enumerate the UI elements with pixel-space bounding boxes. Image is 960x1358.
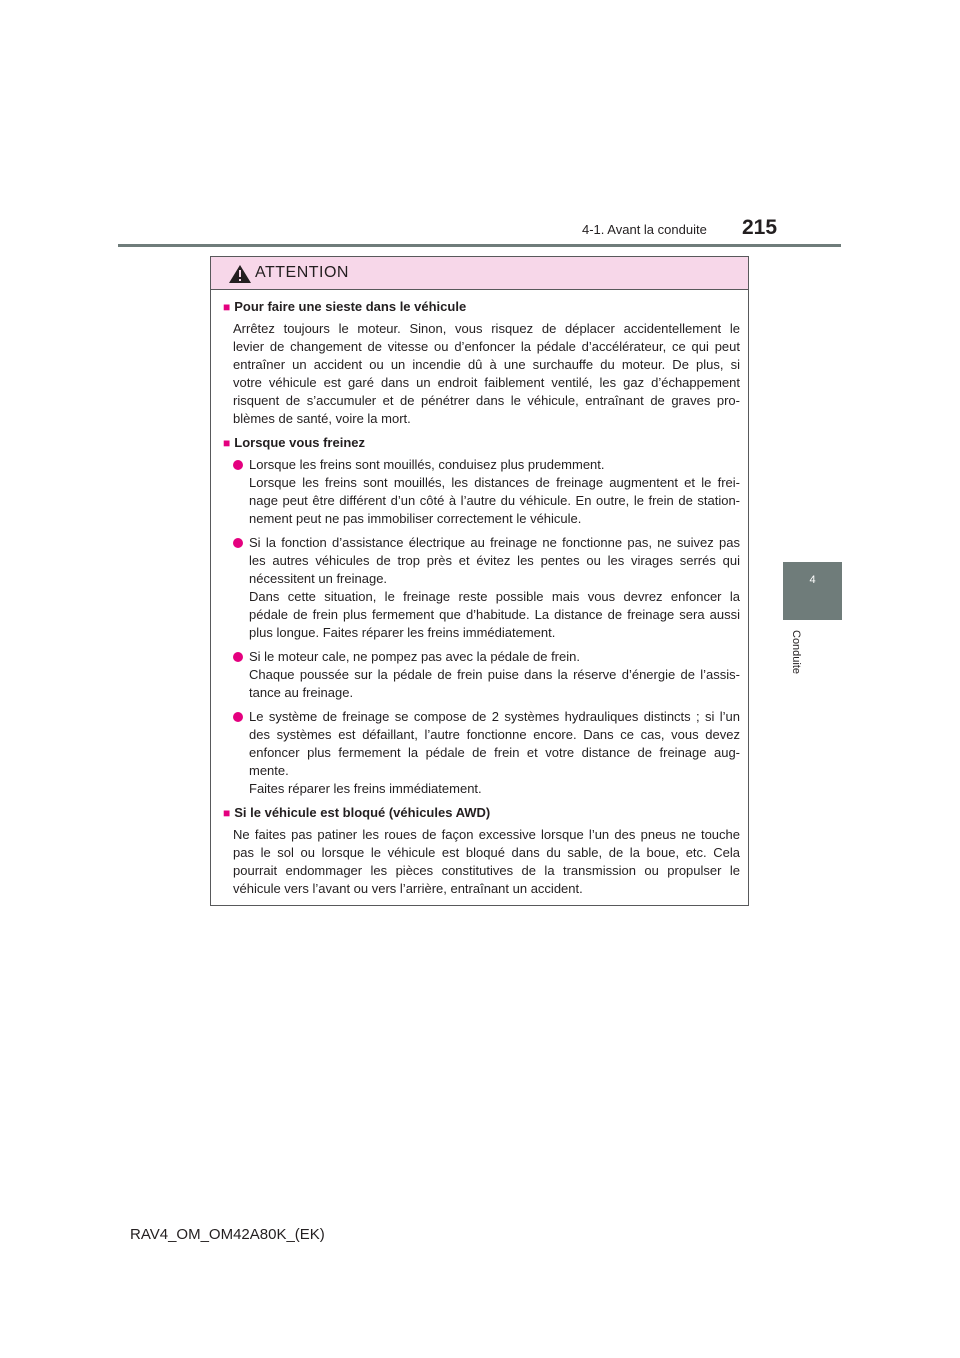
list-item: Si le moteur cale, ne pompez pas avec la pédale de frein. Chaque poussée sur la pédale de frein puise dans la réserve d’énergie de l’assis- tance au freinage. (233, 648, 740, 702)
document-code: RAV4_OM_OM42A80K_(EK) (130, 1226, 325, 1243)
block-paragraph: Arrêtez toujours le moteur. Sinon, vous risquez de déplacer accidentellement le levier de changement de vitesse ou d’enfoncer la pédale d’accélérateur, ce qui peut entraîner un accident ou un incendie dû à une surchauffe du moteur. De plus, si votre véhicule est garé dans un endroit faiblement ventilé, les gaz d’échappement risquent de s’accumuler et de pénétrer dans le véhicule, entraînant de graves pro- blèmes de santé, voire la mort. (233, 321, 740, 426)
list-item: Si la fonction d’assistance électrique au freinage ne fonctionne pas, ne suivez pas les autres véhicules de trop près et évitez les pentes ou les virages serrés qui nécessitent un freinage. Dans cette situation, le freinage reste possible mais vous devrez enfoncer la pédale de frein plus fermement que d’habitude. La distance de freinage sera aussi plus longue. Faites réparer les freins immédiatement. (233, 534, 740, 642)
circle-bullet-icon (233, 652, 243, 662)
circle-bullet-icon (233, 460, 243, 470)
block-paragraph: Ne faites pas patiner les roues de façon excessive lorsque l’un des pneus ne touche pas le sol ou lorsque le véhicule est bloqué dans du sable, de la boue, etc. Cela pourrait endommager les pièces constitutives de la transmission ou propulser le véhicule vers l’avant ou vers l’arrière, entraînant un accident. (233, 827, 740, 896)
block-heading: ■ Lorsque vous freinez (223, 435, 365, 450)
header-divider (118, 244, 841, 247)
block-heading: ■ Pour faire une sieste dans le véhicule (223, 299, 467, 314)
square-bullet-icon: ■ (223, 436, 231, 450)
warning-body (211, 290, 748, 898)
square-bullet-icon: ■ (223, 806, 231, 820)
warning-title: ATTENTION (255, 264, 349, 281)
circle-bullet-icon (233, 712, 243, 722)
warning-header (211, 257, 748, 290)
warning-triangle-icon (229, 265, 251, 283)
page-number: 215 (742, 216, 778, 239)
chapter-tab[interactable] (783, 562, 842, 620)
circle-bullet-icon (233, 538, 243, 548)
section-title: 4-1. Avant la conduite (582, 222, 707, 237)
block-heading: ■ Si le véhicule est bloqué (véhicules AWD) (223, 805, 491, 820)
list-item: Le système de freinage se compose de 2 systèmes hydrauliques distincts ; si l’un des systèmes est défaillant, l’autre fonctionne encore. Dans ce cas, vous devez enfoncer plus fermement la pédale de frein et votre distance de freinage aug- mente. Faites réparer les freins immédiatement. (233, 708, 740, 798)
square-bullet-icon: ■ (223, 300, 231, 314)
warning-box (210, 256, 749, 906)
chapter-number: 4 (809, 574, 816, 586)
chapter-label: Conduite (790, 630, 802, 675)
list-item: Lorsque les freins sont mouillés, conduisez plus prudemment. Lorsque les freins sont mouillés, les distances de freinage augmentent et le frei- nage peut être différent d’un côté à l’autre du véhicule. En outre, le frein de station- nement peut ne pas immobiliser correctement le véhicule. (233, 456, 740, 528)
